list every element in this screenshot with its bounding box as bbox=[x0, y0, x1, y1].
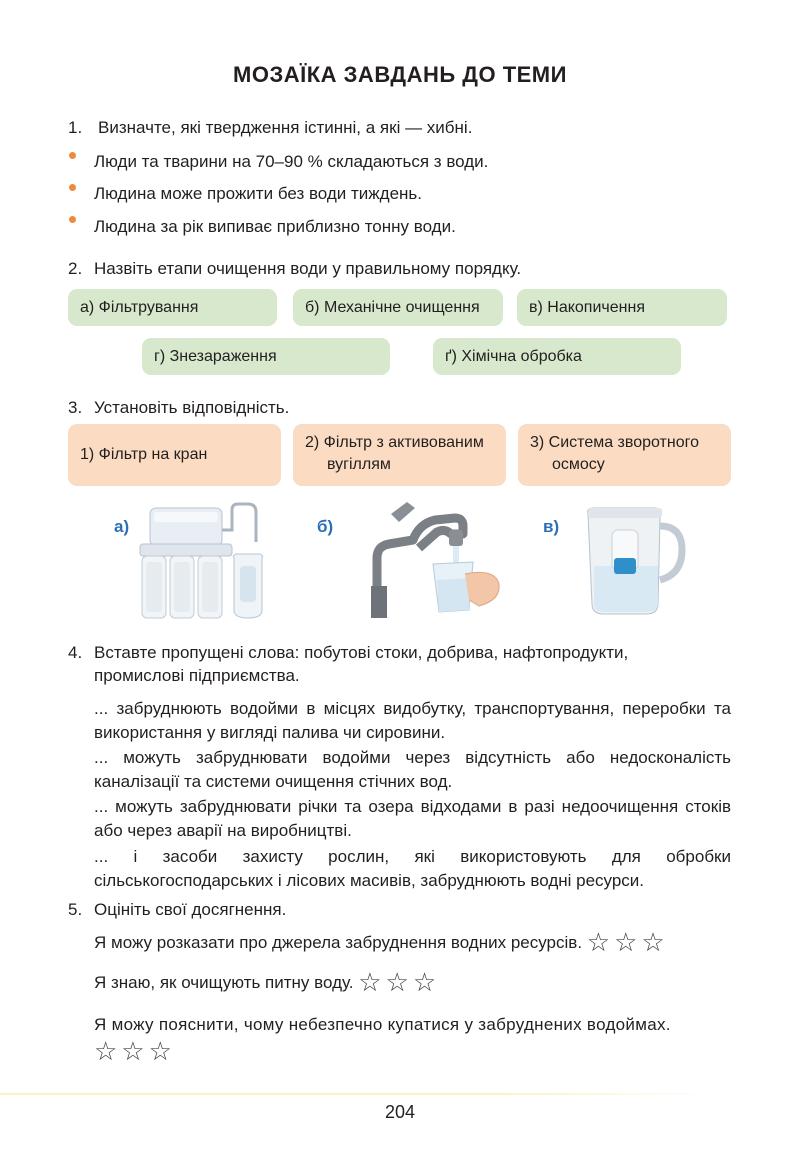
star-rating-icon[interactable]: ☆☆☆ bbox=[358, 967, 441, 997]
water-filter-jug-icon bbox=[576, 500, 686, 618]
bullet-icon bbox=[69, 216, 76, 223]
task4-number: 4. bbox=[68, 643, 83, 662]
task2-number: 2. bbox=[68, 259, 83, 278]
task3-option-3 bbox=[518, 424, 731, 486]
task2-option-v: в) Накопичення bbox=[517, 289, 727, 326]
task3-option-2-line2: вугіллям bbox=[327, 456, 391, 473]
task2-question bbox=[68, 257, 521, 281]
task4-paragraph-1: ... забруднюють водойми в місцях видобутку, транспортування, переробки та використання у вигляді палива чи сировини. bbox=[94, 699, 731, 742]
bullet-icon bbox=[69, 184, 76, 191]
task3-option-1-line1: 1) Фільтр на кран bbox=[80, 446, 208, 463]
image-label-a: а) bbox=[114, 517, 130, 536]
task2-option-h: г) Знезараження bbox=[142, 338, 390, 375]
task3-number: 3. bbox=[68, 398, 83, 417]
reverse-osmosis-system-icon bbox=[136, 500, 274, 622]
page-number: 204 bbox=[384, 1102, 416, 1122]
task4-question-line2: промислові підприємства. bbox=[94, 666, 300, 685]
rating-statement-2: Я знаю, як очищують питну воду. bbox=[94, 973, 354, 992]
bullet-icon bbox=[69, 152, 76, 159]
task4-paragraph-2: ... можуть забруднювати водойми через відсутність або недосконалість каналізації та системи очищення стічних вод. bbox=[94, 748, 731, 791]
rating-statement-3: Я можу пояснити, чому небезпечно купатися у забруднених водоймах. bbox=[94, 1015, 671, 1034]
task3-option-1 bbox=[68, 424, 281, 486]
rating-statement-1: Я можу розказати про джерела забруднення водних ресурсів. bbox=[94, 933, 583, 952]
task1-statement-1: Люди та тварини на 70–90 % складаються з води. bbox=[94, 152, 489, 171]
task3-question bbox=[68, 396, 289, 420]
task1-question bbox=[68, 116, 472, 140]
task2-option-b: б) Механічне очищення bbox=[293, 289, 503, 326]
task1-statement-2: Людина може прожити без води тиждень. bbox=[94, 184, 423, 203]
faucet-filter-icon bbox=[355, 500, 503, 618]
task4-text-line1: Вставте пропущені слова: побутові стоки, добрива, нафтопродукти, bbox=[94, 643, 629, 662]
task1-number: 1. bbox=[68, 118, 83, 137]
task3-option-2 bbox=[293, 424, 506, 486]
star-rating-icon[interactable]: ☆☆☆ bbox=[94, 1036, 176, 1066]
task4-question-line1 bbox=[68, 641, 628, 665]
task4-paragraph-3: ... можуть забруднювати річки та озера відходами в разі недоочищення стоків або через аварії на виробництві. bbox=[94, 797, 731, 840]
task5-question bbox=[68, 898, 286, 922]
task3-text: Установіть відповідність. bbox=[94, 398, 290, 417]
task5-text: Оцініть свої досягнення. bbox=[94, 900, 287, 919]
task2-option-g: ґ) Хімічна обробка bbox=[433, 338, 681, 375]
rating-row-3 bbox=[94, 1038, 176, 1065]
task2-option-a: а) Фільтрування bbox=[68, 289, 277, 326]
task1-text: Визначте, які твердження істинні, а які — хибні. bbox=[98, 118, 473, 137]
footer-divider bbox=[0, 1093, 720, 1095]
image-label-b: б) bbox=[317, 517, 334, 536]
task5-number: 5. bbox=[68, 900, 83, 919]
page-title: МОЗАЇКА ЗАВДАНЬ ДО ТЕМИ bbox=[233, 62, 567, 87]
task3-option-3-line1: 3) Система зворотного bbox=[530, 434, 699, 451]
rating-row-2 bbox=[94, 969, 440, 996]
task2-text: Назвіть етапи очищення води у правильному порядку. bbox=[94, 259, 522, 278]
task4-paragraph-4: ... і засоби захисту рослин, які використовують для обробки сільськогосподарських і лісових масивів, забруднюють водні ресурси. bbox=[94, 847, 731, 890]
image-label-v: в) bbox=[543, 517, 560, 536]
task3-option-3-line2: осмосу bbox=[552, 456, 605, 473]
task1-statement-3: Людина за рік випиває приблизно тонну води. bbox=[94, 217, 456, 236]
task3-option-2-line1: 2) Фільтр з активованим bbox=[305, 434, 484, 451]
star-rating-icon[interactable]: ☆☆☆ bbox=[586, 927, 669, 957]
rating-row-1 bbox=[94, 929, 669, 956]
